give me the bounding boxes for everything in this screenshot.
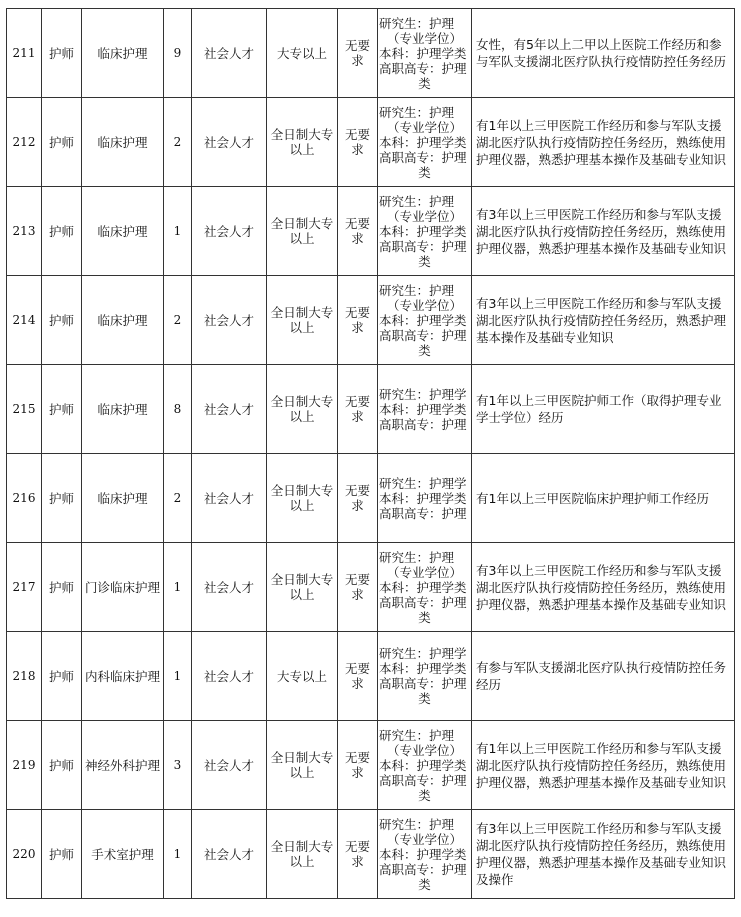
table-row xyxy=(7,98,735,187)
major-cell xyxy=(378,365,472,454)
headcount-cell: 8 xyxy=(164,365,192,454)
candidate-source-cell: 社会人才 xyxy=(192,365,267,454)
age-requirement-cell: 无要求 xyxy=(338,187,378,276)
table-row xyxy=(7,454,735,543)
requirement-cell: 女性，有5年以上二甲以上医院工作经历和参与军队支援湖北医疗队执行疫情防控任务经历 xyxy=(472,9,735,98)
headcount-cell: 9 xyxy=(164,9,192,98)
department-cell: 临床护理 xyxy=(82,365,164,454)
age-requirement-cell: 无要求 xyxy=(338,365,378,454)
position-code-cell: 215 xyxy=(7,365,42,454)
major-line: 本科：护理学类 xyxy=(379,661,467,676)
headcount-cell: 2 xyxy=(164,98,192,187)
major-line: （专业学位） xyxy=(386,119,462,135)
job-title-cell: 护师 xyxy=(42,98,82,187)
age-requirement-cell: 无要求 xyxy=(338,632,378,721)
major-line: 高职高专：护理 xyxy=(379,416,467,432)
major-line: 高职高专：护理 xyxy=(379,676,467,691)
table-row xyxy=(7,810,735,899)
recruitment-table-sheet xyxy=(6,8,734,899)
candidate-source-cell: 社会人才 xyxy=(192,276,267,365)
job-title-cell: 护师 xyxy=(42,276,82,365)
headcount-cell: 1 xyxy=(164,632,192,721)
job-title-cell: 护师 xyxy=(42,721,82,810)
major-line: 高职高专：护理 xyxy=(379,861,467,877)
headcount-cell: 2 xyxy=(164,454,192,543)
position-code-cell: 211 xyxy=(7,9,42,98)
major-line: 高职高专：护理 xyxy=(379,60,467,76)
headcount-cell: 3 xyxy=(164,721,192,810)
major-line: 类 xyxy=(418,691,431,706)
department-cell: 手术室护理 xyxy=(82,810,164,899)
requirement-cell: 有参与军队支援湖北医疗队执行疫情防控任务经历 xyxy=(472,632,735,721)
major-line: 类 xyxy=(418,164,431,180)
headcount-cell: 1 xyxy=(164,187,192,276)
major-line: 高职高专：护理 xyxy=(379,238,467,254)
major-line: （专业学位） xyxy=(386,564,462,580)
candidate-source-cell: 社会人才 xyxy=(192,632,267,721)
major-line: 高职高专：护理 xyxy=(379,772,467,788)
requirement-cell: 有3年以上三甲医院工作经历和参与军队支援湖北医疗队执行疫情防控任务经历，熟练使用护理仪器，熟悉护理基本操作及基础专业知识 xyxy=(472,187,735,276)
major-line: 类 xyxy=(418,75,431,91)
requirement-cell: 有1年以上三甲医院护师工作（取得护理专业学士学位）经历 xyxy=(472,365,735,454)
candidate-source-cell: 社会人才 xyxy=(192,721,267,810)
department-cell: 临床护理 xyxy=(82,454,164,543)
major-cell xyxy=(378,454,472,543)
major-cell xyxy=(378,98,472,187)
position-code-cell: 212 xyxy=(7,98,42,187)
requirement-cell: 有1年以上三甲医院工作经历和参与军队支援湖北医疗队执行疫情防控任务经历，熟练使用护理仪器，熟悉护理基本操作及基础专业知识 xyxy=(472,98,735,187)
age-requirement-cell: 无要求 xyxy=(338,810,378,899)
major-line: 类 xyxy=(418,787,431,803)
major-line: 类 xyxy=(418,876,431,892)
major-line: 类 xyxy=(418,609,431,625)
department-cell: 神经外科护理 xyxy=(82,721,164,810)
major-line: 研究生：护理 xyxy=(379,816,455,832)
table-body xyxy=(7,9,735,899)
headcount-cell: 1 xyxy=(164,810,192,899)
job-title-cell: 护师 xyxy=(42,454,82,543)
department-cell: 门诊临床护理 xyxy=(82,543,164,632)
table-row xyxy=(7,365,735,454)
major-line: 本科：护理学类 xyxy=(379,490,467,506)
age-requirement-cell: 无要求 xyxy=(338,721,378,810)
major-line: 研究生：护理 xyxy=(379,104,455,120)
major-line: 本科：护理学类 xyxy=(379,846,467,862)
job-title-cell: 护师 xyxy=(42,632,82,721)
candidate-source-cell: 社会人才 xyxy=(192,810,267,899)
education-cell: 全日制大专以上 xyxy=(267,98,338,187)
major-line: 本科：护理学类 xyxy=(379,401,467,417)
education-cell: 全日制大专以上 xyxy=(267,721,338,810)
position-code-cell: 217 xyxy=(7,543,42,632)
major-line: 类 xyxy=(418,342,431,358)
education-cell: 大专以上 xyxy=(267,9,338,98)
age-requirement-cell: 无要求 xyxy=(338,454,378,543)
education-cell: 全日制大专以上 xyxy=(267,454,338,543)
major-line: 本科：护理学类 xyxy=(379,223,467,239)
job-title-cell: 护师 xyxy=(42,9,82,98)
major-line: （专业学位） xyxy=(386,831,462,847)
major-line: 研究生：护理学 xyxy=(379,475,467,491)
education-cell: 全日制大专以上 xyxy=(267,276,338,365)
education-cell: 全日制大专以上 xyxy=(267,365,338,454)
major-line: 本科：护理学类 xyxy=(379,757,467,773)
table-row xyxy=(7,9,735,98)
table-row xyxy=(7,187,735,276)
major-line: 高职高专：护理 xyxy=(379,505,467,521)
requirement-cell: 有1年以上三甲医院临床护理护师工作经历 xyxy=(472,454,735,543)
major-line: 研究生：护理 xyxy=(379,282,455,298)
major-cell xyxy=(378,543,472,632)
education-cell: 全日制大专以上 xyxy=(267,187,338,276)
age-requirement-cell: 无要求 xyxy=(338,543,378,632)
table-row xyxy=(7,543,735,632)
candidate-source-cell: 社会人才 xyxy=(192,9,267,98)
major-cell xyxy=(378,9,472,98)
department-cell: 临床护理 xyxy=(82,98,164,187)
major-line: 研究生：护理 xyxy=(379,549,455,565)
major-cell xyxy=(378,187,472,276)
major-line: 研究生：护理学 xyxy=(379,646,467,661)
major-line: （专业学位） xyxy=(386,208,462,224)
major-line: 本科：护理学类 xyxy=(379,579,467,595)
candidate-source-cell: 社会人才 xyxy=(192,454,267,543)
major-cell xyxy=(378,276,472,365)
department-cell: 临床护理 xyxy=(82,276,164,365)
education-cell: 全日制大专以上 xyxy=(267,810,338,899)
recruitment-table xyxy=(6,8,735,899)
candidate-source-cell: 社会人才 xyxy=(192,98,267,187)
major-line: 类 xyxy=(418,253,431,269)
major-line: 高职高专：护理 xyxy=(379,594,467,610)
department-cell: 内科临床护理 xyxy=(82,632,164,721)
education-cell: 全日制大专以上 xyxy=(267,543,338,632)
major-cell xyxy=(378,810,472,899)
requirement-cell: 有3年以上三甲医院工作经历和参与军队支援湖北医疗队执行疫情防控任务经历，熟练使用护理仪器，熟悉护理基本操作及基础专业知识及操作 xyxy=(472,810,735,899)
education-cell: 大专以上 xyxy=(267,632,338,721)
major-line: 高职高专：护理 xyxy=(379,327,467,343)
requirement-cell: 有3年以上三甲医院工作经历和参与军队支援湖北医疗队执行疫情防控任务经历，熟悉护理基本操作及基础专业知识 xyxy=(472,276,735,365)
job-title-cell: 护师 xyxy=(42,365,82,454)
major-line: （专业学位） xyxy=(386,742,462,758)
job-title-cell: 护师 xyxy=(42,543,82,632)
job-title-cell: 护师 xyxy=(42,187,82,276)
headcount-cell: 1 xyxy=(164,543,192,632)
job-title-cell: 护师 xyxy=(42,810,82,899)
requirement-cell: 有1年以上三甲医院工作经历和参与军队支援湖北医疗队执行疫情防控任务经历，熟练使用护理仪器，熟悉护理基本操作及基础专业知识 xyxy=(472,721,735,810)
headcount-cell: 2 xyxy=(164,276,192,365)
major-line: 本科：护理学类 xyxy=(379,134,467,150)
age-requirement-cell: 无要求 xyxy=(338,98,378,187)
major-cell xyxy=(378,632,472,721)
major-line: （专业学位） xyxy=(386,30,462,46)
position-code-cell: 214 xyxy=(7,276,42,365)
candidate-source-cell: 社会人才 xyxy=(192,543,267,632)
table-row xyxy=(7,721,735,810)
major-line: 研究生：护理学 xyxy=(379,386,467,402)
position-code-cell: 216 xyxy=(7,454,42,543)
major-line: 高职高专：护理 xyxy=(379,149,467,165)
age-requirement-cell: 无要求 xyxy=(338,9,378,98)
position-code-cell: 220 xyxy=(7,810,42,899)
major-line: 研究生：护理 xyxy=(379,727,455,743)
table-row xyxy=(7,632,735,721)
major-line: 研究生：护理 xyxy=(379,15,455,31)
major-line: 研究生：护理 xyxy=(379,193,455,209)
department-cell: 临床护理 xyxy=(82,187,164,276)
table-row xyxy=(7,276,735,365)
position-code-cell: 218 xyxy=(7,632,42,721)
age-requirement-cell: 无要求 xyxy=(338,276,378,365)
major-cell xyxy=(378,721,472,810)
position-code-cell: 219 xyxy=(7,721,42,810)
major-line: 本科：护理学类 xyxy=(379,45,467,61)
position-code-cell: 213 xyxy=(7,187,42,276)
major-line: （专业学位） xyxy=(386,297,462,313)
requirement-cell: 有3年以上三甲医院工作经历和参与军队支援湖北医疗队执行疫情防控任务经历，熟练使用护理仪器，熟悉护理基本操作及基础专业知识 xyxy=(472,543,735,632)
major-line: 本科：护理学类 xyxy=(379,312,467,328)
department-cell: 临床护理 xyxy=(82,9,164,98)
candidate-source-cell: 社会人才 xyxy=(192,187,267,276)
